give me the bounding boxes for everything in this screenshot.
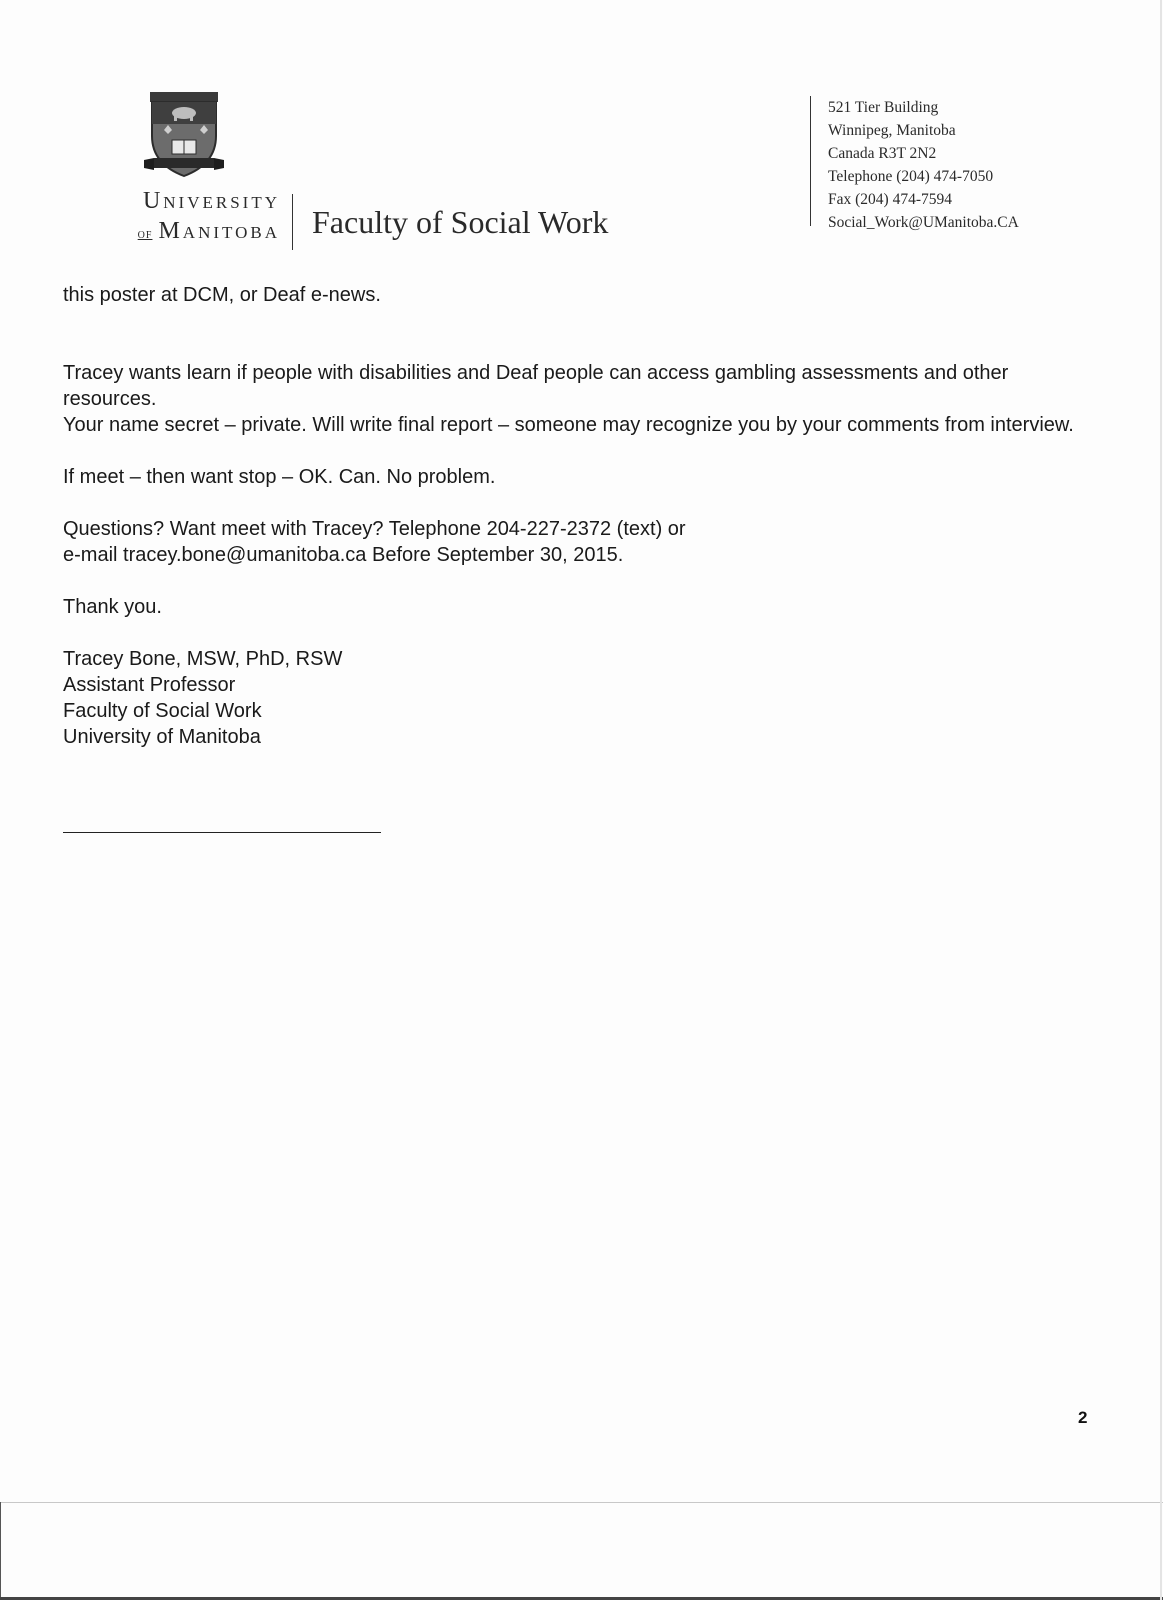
paragraph-poster: this poster at DCM, or Deaf e-news. <box>63 284 381 306</box>
university-name-of: of <box>137 227 153 242</box>
university-wordmark <box>90 186 280 250</box>
address-email: Social_Work@UManitoba.CA <box>828 214 1019 231</box>
paragraph-privacy: Your name secret – private. Will write final report – someone may recognize you by your comments from interview. <box>63 414 1074 436</box>
signature-university: University of Manitoba <box>63 726 261 748</box>
paragraph-withdraw: If meet – then want stop – OK. Can. No problem. <box>63 466 496 488</box>
faculty-title: Faculty of Social Work <box>312 204 609 240</box>
address-divider <box>810 96 811 226</box>
address-phone: Telephone (204) 474-7050 <box>828 168 994 185</box>
university-crest-icon <box>144 90 224 178</box>
scan-edge-right <box>1160 0 1162 1600</box>
address-line: 521 Tier Building <box>828 99 939 116</box>
university-name-manitoba: Manitoba <box>158 218 280 244</box>
address-fax: Fax (204) 474-7594 <box>828 191 952 208</box>
university-name-line2 <box>90 216 280 250</box>
address-block <box>828 96 1019 234</box>
scan-edge-left <box>0 1502 1 1600</box>
paragraph-thanks: Thank you. <box>63 596 162 618</box>
signature-faculty: Faculty of Social Work <box>63 700 262 722</box>
signature-line <box>63 832 381 833</box>
letter-body <box>63 282 1103 750</box>
university-name-line1: University <box>142 188 280 214</box>
address-line: Canada R3T 2N2 <box>828 145 937 162</box>
address-line: Winnipeg, Manitoba <box>828 122 956 139</box>
page-number: 2 <box>1078 1408 1088 1427</box>
signature-title: Assistant Professor <box>63 674 236 696</box>
paragraph-contact-phone: Questions? Want meet with Tracey? Telephone 204-227-2372 (text) or <box>63 518 686 540</box>
letterhead-divider <box>292 194 293 250</box>
paragraph-contact-email: e-mail tracey.bone@umanitoba.ca Before September 30, 2015. <box>63 544 624 566</box>
signature-name: Tracey Bone, MSW, PhD, RSW <box>63 648 343 670</box>
paragraph-purpose: Tracey wants learn if people with disabilities and Deaf people can access gambling assessments and other resources. <box>63 362 1009 410</box>
scan-edge-divider <box>0 1502 1163 1503</box>
